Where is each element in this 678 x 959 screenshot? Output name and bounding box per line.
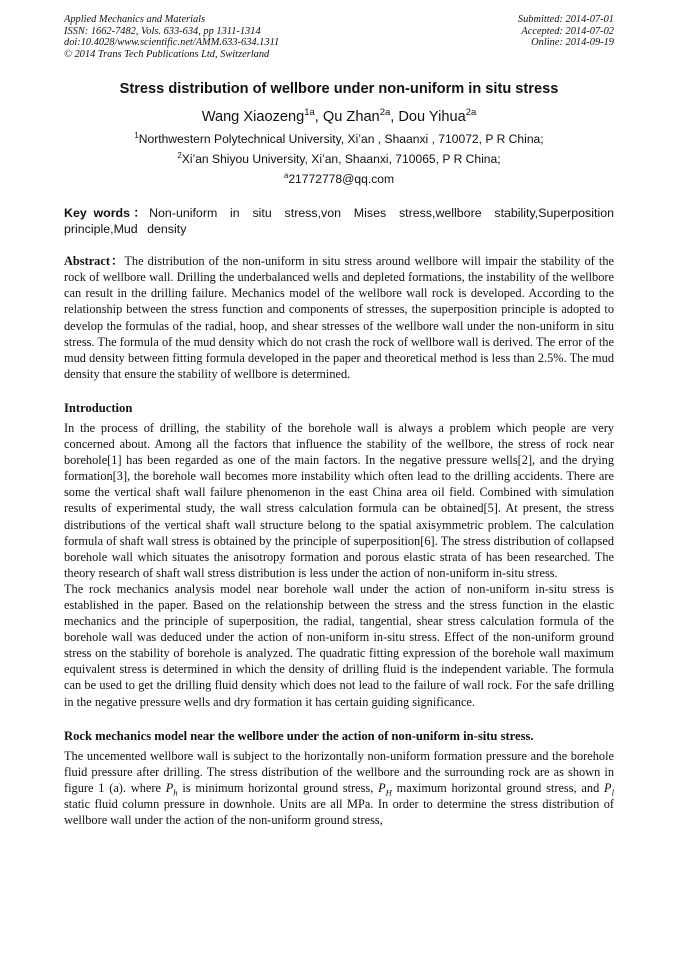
section-paragraph <box>64 748 614 828</box>
affil-mark: 2 <box>177 151 182 161</box>
affil-mark: 1 <box>134 131 139 141</box>
author-name: Wang Xiaozeng <box>201 109 305 126</box>
issn-line: ISSN: 1662-7482, Vols. 633-634, pp 1311-1314 <box>64 25 261 37</box>
author-list <box>64 108 614 126</box>
online-date: Online: 2014-09-19 <box>531 37 614 49</box>
affiliation-2 <box>64 152 614 166</box>
body-text: The uncemented wellbore wall is subject to the horizontally non-uniform formation pressure and the borehole fluid pressure after drilling. The stress distribution of the wellbore and the surrounding rock are as shown in figure 1 (a). where <box>64 748 614 795</box>
author-affil-mark: 1a <box>304 107 315 119</box>
dates-info <box>518 14 614 60</box>
variable-symbol: P <box>165 780 174 795</box>
variable-subscript: l <box>611 787 614 798</box>
affiliation-1 <box>64 132 614 146</box>
author-email <box>64 172 614 186</box>
author-affil-mark: 2a <box>379 107 391 119</box>
journal-name: Applied Mechanics and Materials <box>64 14 206 25</box>
body-text: is minimum horizontal ground stress, <box>177 780 379 795</box>
introduction-paragraph-2: The rock mechanics analysis model near borehole wall under the action of non-uniform in-situ stress is established in the paper. Based on the relationship between the stress and the stress function in the elastic mechanics and the principle of superposition, the radial, tangential, shear stress calculation formula of the borehole wall was deduced under the action of non-uniform in-situ stress. Effect of the non-uniform ground stress on the stability of borehole is analyzed. The quadratic fitting expression of the borehole wall maximum equivalent stress is determined in which the density of drilling fluid is the independent variable. The formula can be used to get the drilling fluid density which does not lead to the failure of wall rock. For the safe drilling in the negative pressure wells and dry formation it has certain guiding significance. <box>64 581 614 709</box>
journal-info <box>64 14 279 60</box>
keywords-section <box>64 206 614 237</box>
accepted-date: Accepted: 2014-07-02 <box>521 25 614 37</box>
body-text: static fluid column pressure in downhole. Units are all MPa. In order to determine the stress distribution of wellbore wall under the action of the non-uniform ground stress, <box>64 796 614 827</box>
affil-mark: a <box>283 171 289 181</box>
author-separator: , <box>314 109 323 126</box>
variable-subscript: h <box>173 787 178 798</box>
introduction-paragraph-1: In the process of drilling, the stability of the borehole wall is always a problem which people are very concerned about. Among all the factors that influence the stability of the wellbore, the stress of rock near borehole[1] has been regarded as one of the main factors. In the negative pressure wells[2], and the drying formation[3], the borehole wall becomes more instability which often lead to the drilling accidents. There are some the vertical shaft wall failure phenomenon in the east China area oil field. Combined with simulation results of experimental study, the wall stress calculation formula can be obtained[5]. At present, the stress distributions of the vertical shaft wall structure belong to the spatial axisymmetric problem. The calculation formula of shaft wall stress is obtained by the principle of superposition[6]. The stress distribution of collapsed borehole wall which situates the anisotropy formation and porous elastic strata of has been researched. The theory research of shaft wall stress distribution is less under the action of non-uniform in-situ stress. <box>64 420 614 580</box>
introduction-heading: Introduction <box>64 400 133 415</box>
copyright-line: © 2014 Trans Tech Publications Ltd, Switzerland <box>64 48 270 60</box>
variable-symbol: P <box>604 780 612 795</box>
email-text: 21772778@qq.com <box>288 172 395 187</box>
author-affil-mark: 2a <box>465 107 477 119</box>
variable-subscript: H <box>385 787 392 798</box>
paper-title: Stress distribution of wellbore under non-uniform in situ stress <box>119 81 559 98</box>
variable <box>378 780 392 798</box>
variable <box>604 780 614 798</box>
doi-line: doi:10.4028/www.scientific.net/AMM.633-634.1311 <box>64 37 280 49</box>
abstract-text: The distribution of the non-uniform in situ stress around wellbore will impair the stability of the rock of wellbore wall. Drilling the underbalanced wells and depleted formations, the instability of the wellbore can result in the drilling failure. Mechanics model of the wellbore wall rock is developed. According to the relationship between the stress function and components of stresses, the superposition principle is adopted to develop the formulas of the radial, hoop, and shear stresses of the wellbore wall under the non-uniform in situ stress. The formula of the mud density which do not crash the rock of wellbore wall is derived. The error of the mud density between fitting formula developed in the paper and theoretical method is less than 2.5%. The mud density that ensure the stability of wellbore is determined. <box>64 254 614 381</box>
body-text: maximum horizontal ground stress, and <box>391 780 605 795</box>
section-heading-rock-mechanics: Rock mechanics model near the wellbore under the action of non-uniform in-situ stress. <box>64 728 534 743</box>
variable-symbol: P <box>378 780 386 795</box>
variable <box>165 780 178 798</box>
keywords-label: Key words： <box>64 206 150 221</box>
publication-header <box>64 14 614 60</box>
abstract-label: Abstract： <box>64 254 125 269</box>
author-name: Qu Zhan <box>322 109 380 126</box>
submitted-date: Submitted: 2014-07-01 <box>517 14 614 25</box>
keywords-text: Non-uniform in situ stress,von Mises stress,wellbore stability,Superposition principle,Mud density <box>64 206 614 236</box>
affil-text: Xi’an Shiyou University, Xi’an, Shaanxi, 710065, P R China; <box>181 152 501 167</box>
author-name: Dou Yihua <box>398 109 466 126</box>
author-separator: , <box>390 109 399 126</box>
abstract-section <box>64 253 614 382</box>
affil-text: Northwestern Polytechnical University, Xi’an , Shaanxi , 710072, P R China; <box>138 132 544 147</box>
